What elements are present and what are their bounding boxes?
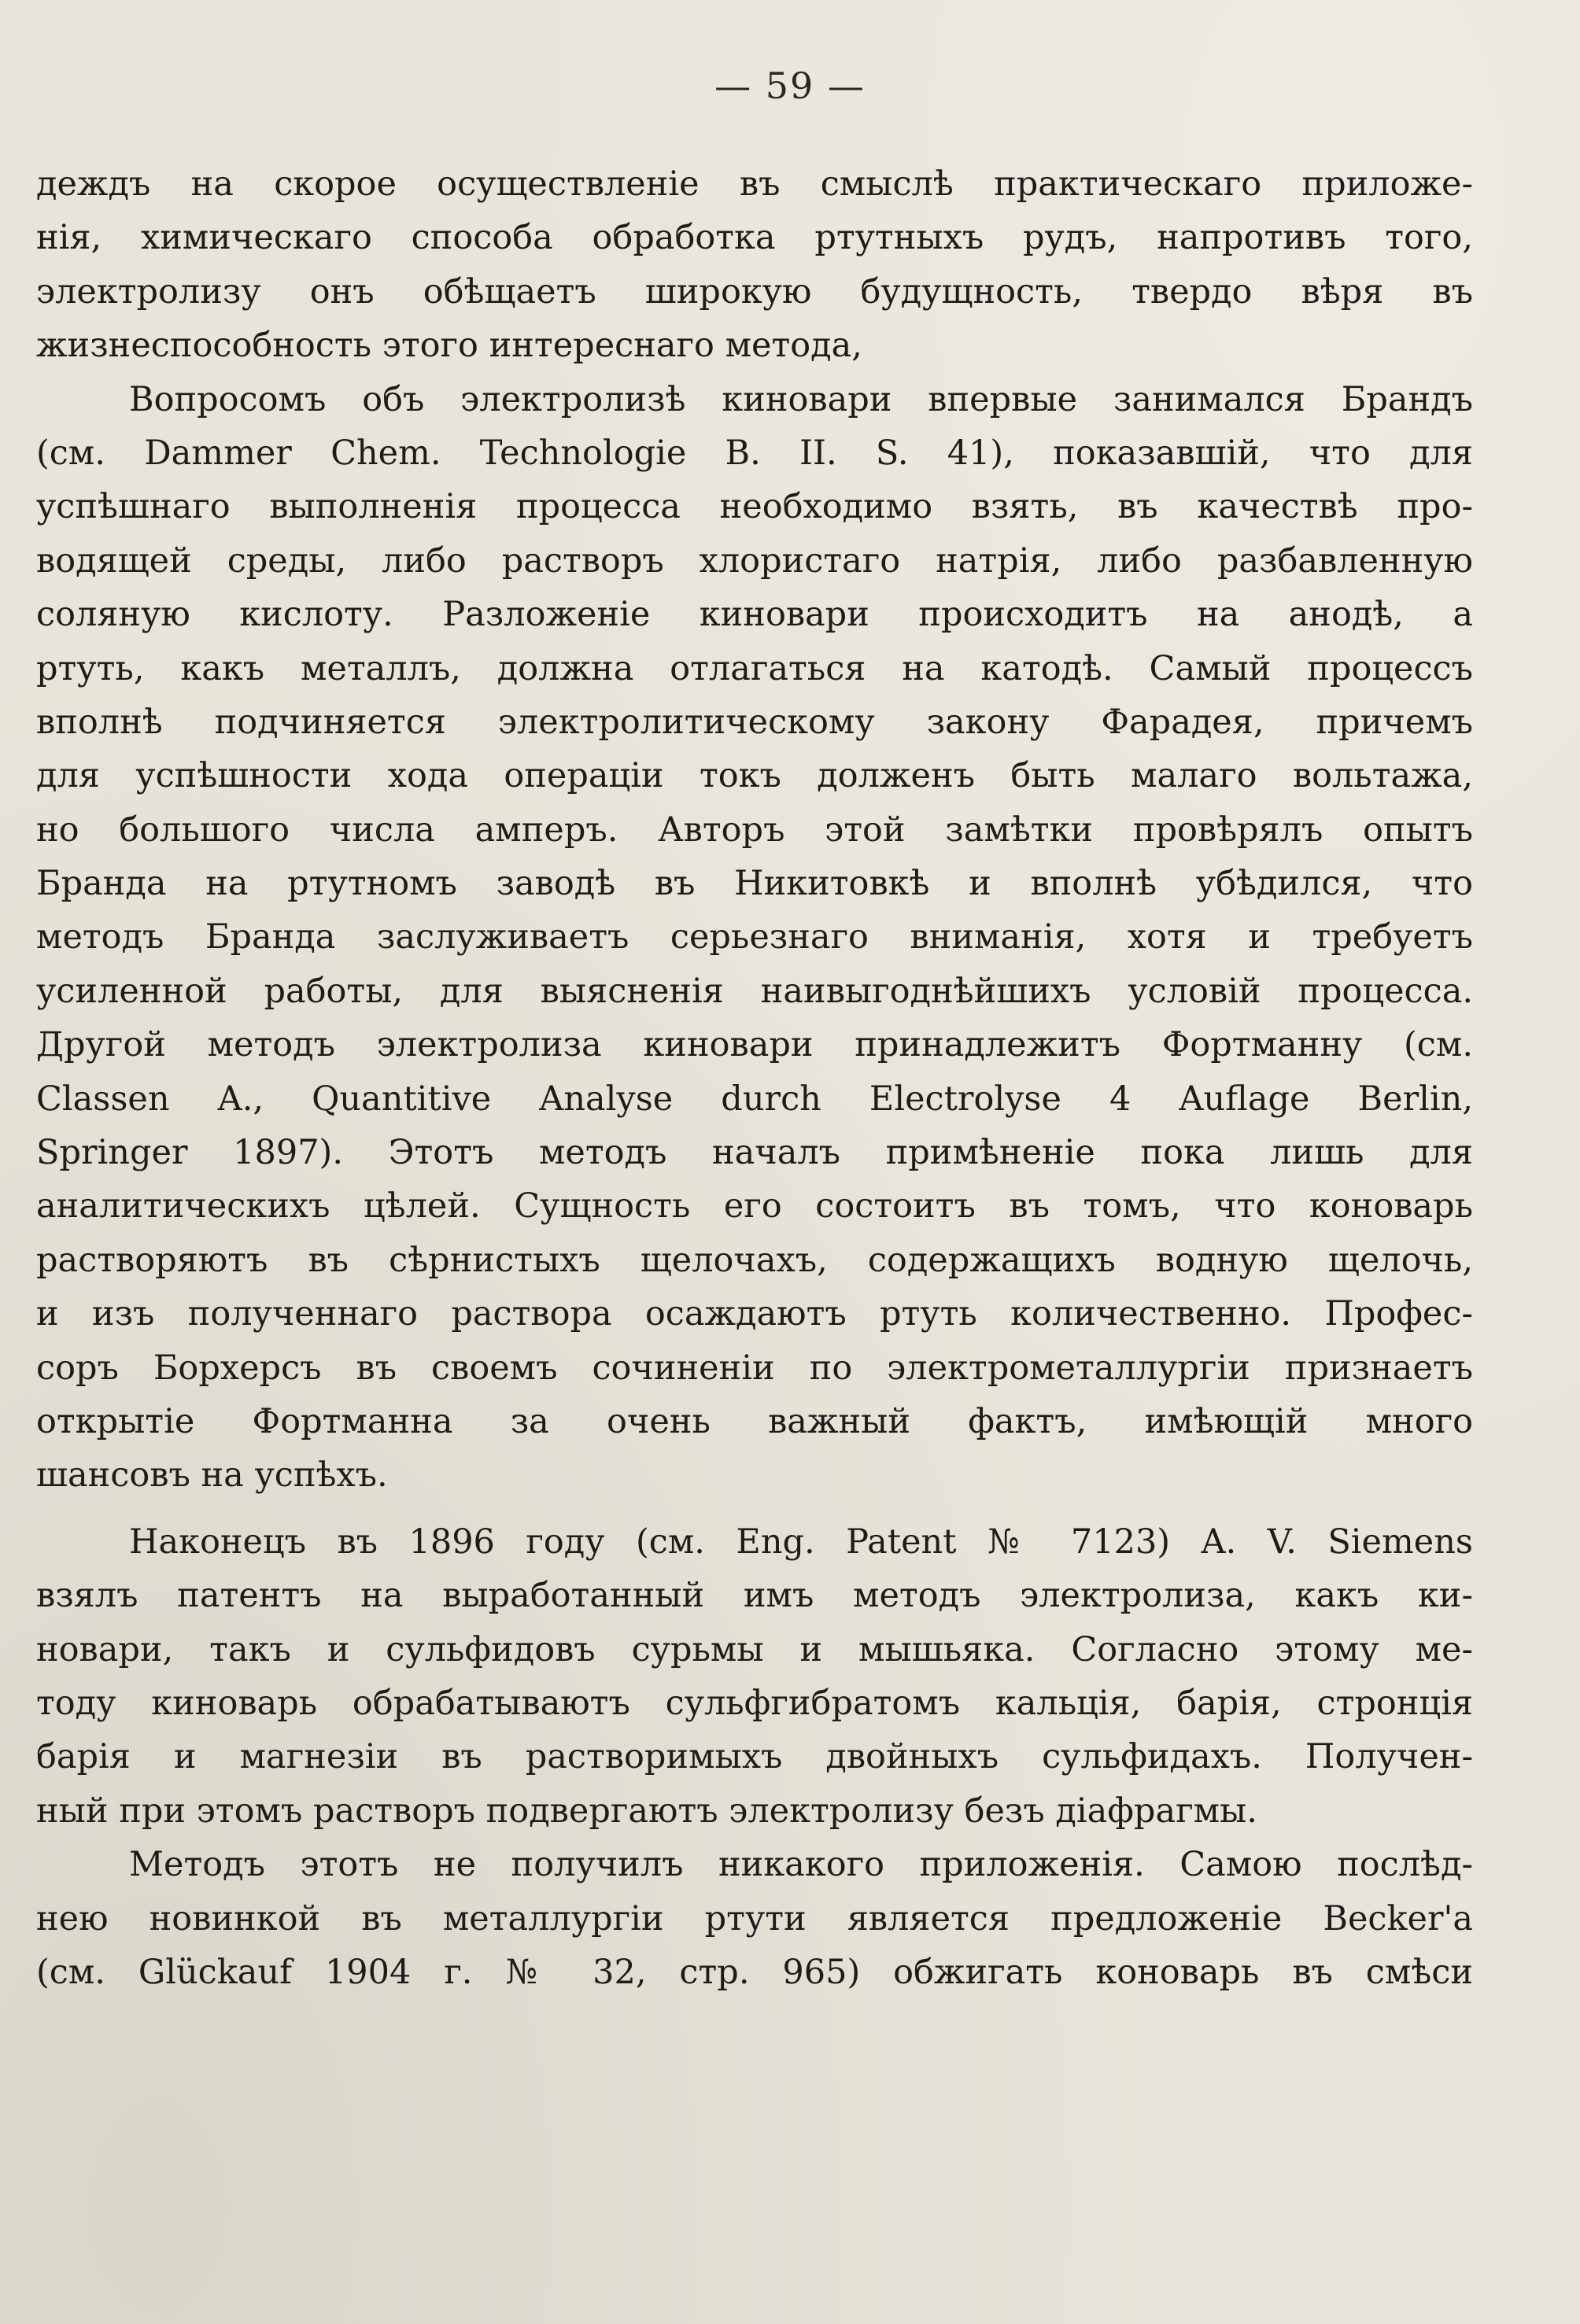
text-line: методъ Бранда заслуживаетъ серьезнаго вниманія, хотя и требуетъ — [36, 917, 1473, 957]
text-line: но большого числа амперъ. Авторъ этой замѣтки провѣрялъ опытъ — [36, 810, 1473, 850]
text-line: Методъ этотъ не получилъ никакого приложенія. Самою послѣд- — [129, 1845, 1473, 1885]
text-line: усиленной работы, для выясненія наивыгоднѣйшихъ условій процесса. — [36, 971, 1473, 1011]
text-line: аналитическихъ цѣлей. Сущность его состоитъ въ томъ, что коноварь — [36, 1186, 1473, 1227]
text-line: барія и магнезіи въ растворимыхъ двойныхъ сульфидахъ. Получен- — [36, 1737, 1473, 1777]
paragraph-3 — [36, 1515, 1473, 1838]
text-line: для успѣшности хода операціи токъ долженъ быть малаго вольтажа, — [36, 756, 1473, 796]
text-line: Вопросомъ объ электролизѣ киновари впервые занимался Брандъ — [129, 379, 1473, 419]
text-line: Бранда на ртутномъ заводѣ въ Никитовкѣ и вполнѣ убѣдился, что — [36, 864, 1473, 904]
text-line: взялъ патентъ на выработанный имъ методъ электролиза, какъ ки- — [36, 1576, 1473, 1616]
paragraph-1 — [36, 157, 1473, 373]
text-line: растворяютъ въ сѣрнистыхъ щелочахъ, содержащихъ водную щелочь, — [36, 1240, 1473, 1280]
text-line: Classen A., Quantitive Analyse durch Electrolyse 4 Auflage Berlin, — [36, 1079, 1473, 1119]
text-line: Springer 1897). Этотъ методъ началъ примѣненіе пока лишь для — [36, 1133, 1473, 1173]
paragraph-4 — [36, 1838, 1473, 1999]
text-line: (см. Glückauf 1904 г. № 32, стр. 965) обжигать коноварь въ смѣси — [36, 1952, 1473, 1992]
text-line: ный при этомъ растворъ подвергаютъ электролизу безъ діафрагмы. — [36, 1791, 1257, 1831]
text-line: ртуть, какъ металлъ, должна отлагаться на катодѣ. Самый процессъ — [36, 648, 1473, 688]
text-line: жизнеспособность этого интереснаго метода, — [36, 326, 862, 366]
text-line: (см. Dammer Chem. Technologie B. II. S. 41), показавшій, что для — [36, 433, 1473, 473]
page-number: — 59 — — [714, 65, 866, 107]
text-line: Другой методъ электролиза киновари принадлежитъ Фортманну (см. — [36, 1025, 1473, 1065]
text-line: водящей среды, либо растворъ хлористаго натрія, либо разбавленную — [36, 540, 1473, 581]
text-line: новари, такъ и сульфидовъ сурьмы и мышьяка. Согласно этому ме- — [36, 1629, 1473, 1669]
paragraph-2 — [36, 373, 1473, 1503]
text-line: нею новинкой въ металлургіи ртути является предложеніе Becker'а — [36, 1898, 1473, 1939]
body-text — [36, 157, 1473, 1999]
text-line: открытіе Фортманна за очень важный фактъ, имѣющій много — [36, 1401, 1473, 1441]
text-line: Наконецъ въ 1896 году (см. Eng. Patent № 7123) A. V. Siemens — [129, 1522, 1473, 1562]
text-line: соляную кислоту. Разложеніе киновари происходитъ на анодѣ, а — [36, 595, 1473, 635]
text-line: деждъ на скорое осуществленіе въ смыслѣ практическаго приложе- — [36, 164, 1473, 204]
text-line: шансовъ на успѣхъ. — [36, 1455, 388, 1496]
text-line: и изъ полученнаго раствора осаждаютъ ртуть количественно. Профес- — [36, 1294, 1473, 1334]
text-line: тоду киноварь обрабатываютъ сульфгибратомъ кальція, барія, стронція — [36, 1683, 1473, 1723]
text-line: нія, химическаго способа обработка ртутныхъ рудъ, напротивъ того, — [36, 218, 1473, 258]
text-line: вполнѣ подчиняется электролитическому закону Фарадея, причемъ — [36, 702, 1473, 742]
text-line: электролизу онъ обѣщаетъ широкую будущность, твердо вѣря въ — [36, 271, 1473, 312]
paragraph-gap — [36, 1503, 1473, 1515]
text-line: соръ Борхерсъ въ своемъ сочиненіи по электрометаллургіи признаетъ — [36, 1348, 1473, 1388]
text-line: успѣшнаго выполненія процесса необходимо взять, въ качествѣ про- — [36, 487, 1473, 527]
